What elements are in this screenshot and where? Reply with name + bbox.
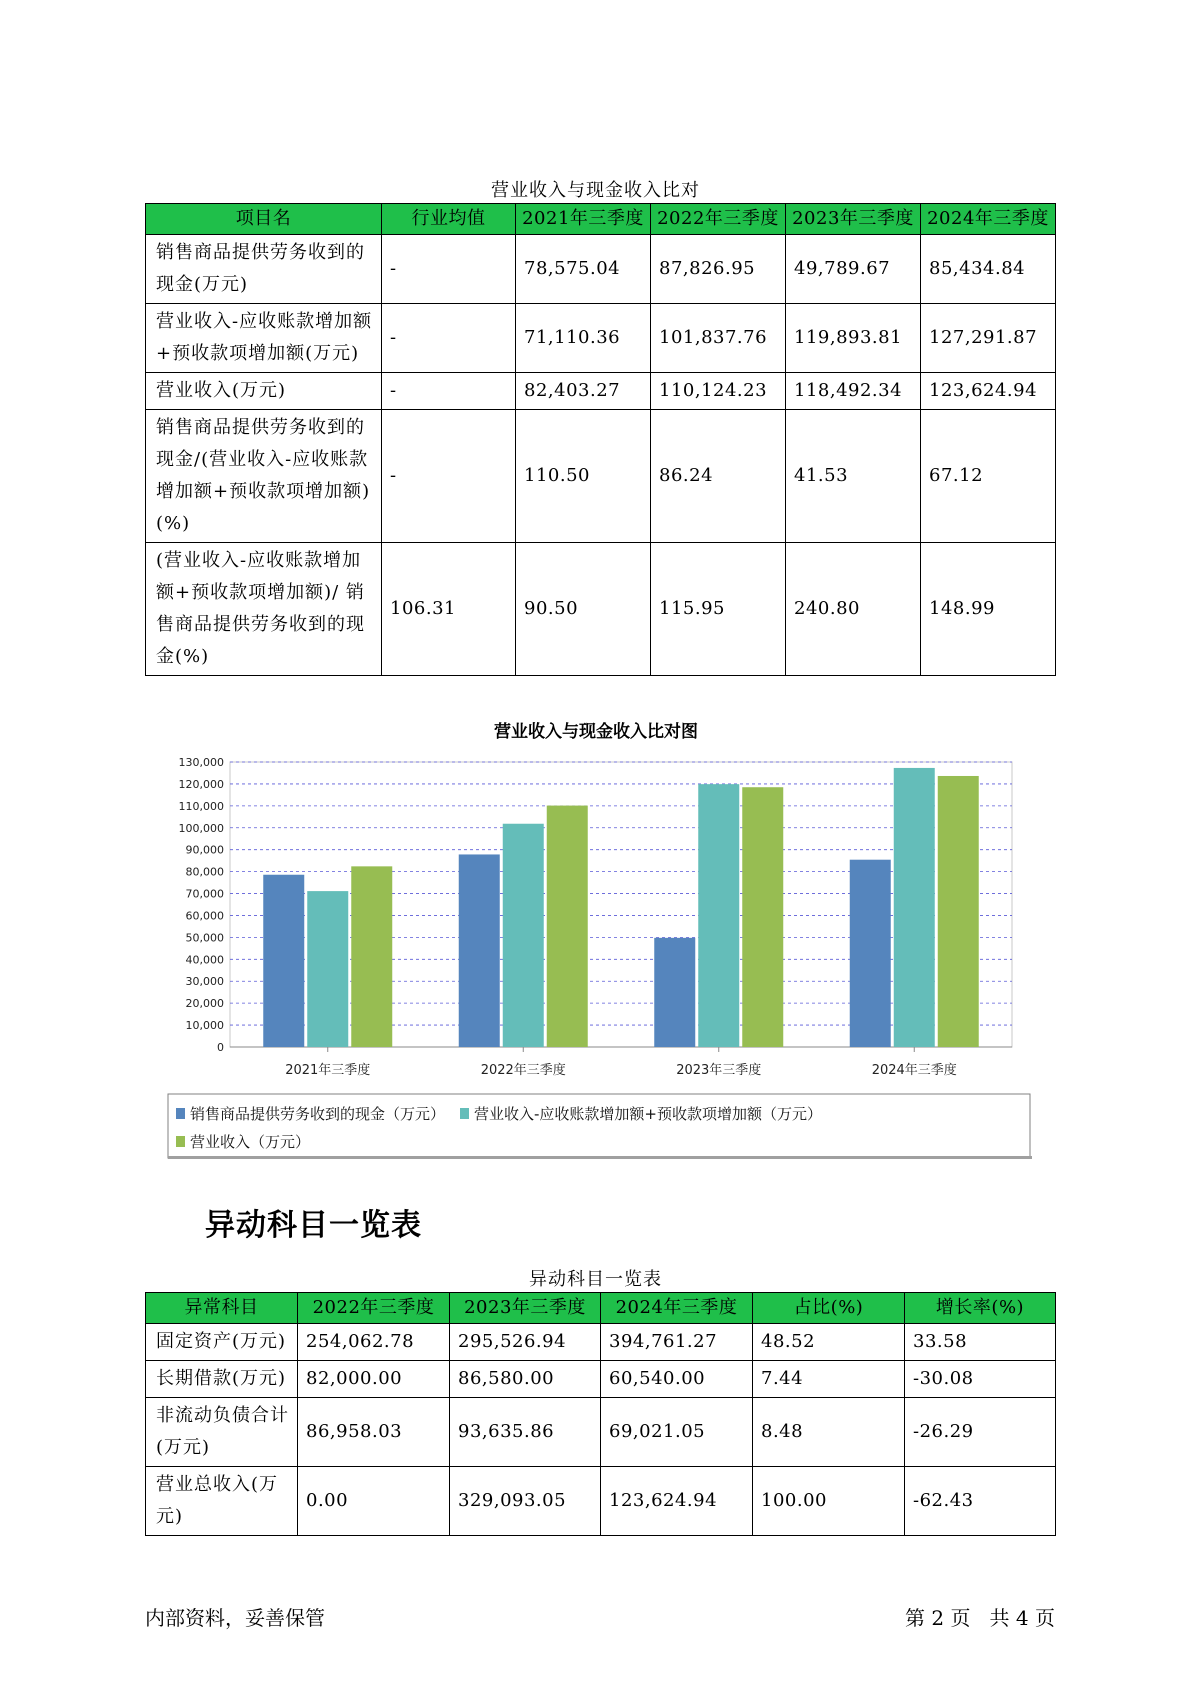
- bar: [938, 776, 979, 1047]
- footer-note: 内部资料，妥善保管: [145, 1606, 325, 1630]
- cell-value: 0.00: [298, 1467, 450, 1536]
- cell-value: 41.53: [786, 410, 921, 543]
- table-row: [146, 235, 1056, 304]
- table1-header-2024q3: 2024年三季度: [921, 204, 1056, 235]
- bar: [459, 854, 500, 1047]
- y-axis-ticks: [179, 756, 225, 1054]
- cell-value: 127,291.87: [921, 304, 1056, 373]
- table1-header-row: [146, 204, 1056, 235]
- bar: [698, 784, 739, 1047]
- abnormal-items-table: [145, 1292, 1056, 1536]
- bar: [307, 891, 348, 1047]
- bar: [351, 866, 392, 1047]
- table2-header-2024q3: 2024年三季度: [601, 1293, 753, 1324]
- cell-value: 82,000.00: [298, 1361, 450, 1398]
- y-tick-label: 130,000: [178, 756, 224, 769]
- cell-value: 295,526.94: [450, 1324, 601, 1361]
- cell-value: 60,540.00: [601, 1361, 753, 1398]
- row-label: (营业收入-应收账款增加额+预收款项增加额)/ 销售商品提供劳务收到的现金(%): [146, 543, 382, 676]
- cell-value: 110,124.23: [651, 373, 786, 410]
- cell-value: -26.29: [905, 1398, 1056, 1467]
- x-axis-ticks: [285, 1047, 957, 1078]
- bar: [654, 938, 695, 1047]
- y-tick-label: 60,000: [185, 909, 224, 923]
- y-tick-label: 0: [217, 1041, 224, 1054]
- cell-value: -: [382, 304, 516, 373]
- chart-title: 营业收入与现金收入比对图: [494, 722, 698, 742]
- bar: [894, 768, 935, 1047]
- y-tick-label: 120,000: [178, 777, 224, 791]
- table-row: [146, 543, 1056, 676]
- cell-value: 48.52: [753, 1324, 905, 1361]
- cell-value: 110.50: [516, 410, 651, 543]
- legend-shadow: [168, 1156, 1032, 1159]
- table1-header-2022q3: 2022年三季度: [651, 204, 786, 235]
- row-label: 长期借款(万元): [146, 1361, 298, 1398]
- y-tick-label: 80,000: [185, 865, 224, 879]
- y-tick-label: 10,000: [185, 1019, 224, 1033]
- table-row: [146, 410, 1056, 543]
- y-tick-label: 30,000: [185, 975, 224, 989]
- cell-value: 85,434.84: [921, 235, 1056, 304]
- legend-swatch: [176, 1108, 185, 1119]
- row-label: 销售商品提供劳务收到的现金/(营业收入-应收账款增加额+预收款项增加额)(%): [146, 410, 382, 543]
- page-number: 第 2 页 共 4 页: [905, 1606, 1055, 1630]
- table1-caption: 营业收入与现金收入比对: [491, 180, 700, 201]
- table-row: [146, 1361, 1056, 1398]
- bar: [850, 860, 891, 1047]
- cell-value: -: [382, 410, 516, 543]
- table1-header-2021q3: 2021年三季度: [516, 204, 651, 235]
- x-tick-label: 2024年三季度: [871, 1063, 957, 1078]
- cell-value: 67.12: [921, 410, 1056, 543]
- cell-value: 118,492.34: [786, 373, 921, 410]
- cell-value: 100.00: [753, 1467, 905, 1536]
- table2-header-item: 异常科目: [146, 1293, 298, 1324]
- cell-value: 93,635.86: [450, 1398, 601, 1467]
- table2-header-growth: 增长率(%): [905, 1293, 1056, 1324]
- cell-value: 394,761.27: [601, 1324, 753, 1361]
- cell-value: 123,624.94: [601, 1467, 753, 1536]
- row-label: 非流动负债合计(万元): [146, 1398, 298, 1467]
- bar: [547, 806, 588, 1047]
- revenue-cash-table: [145, 203, 1056, 676]
- cell-value: 119,893.81: [786, 304, 921, 373]
- y-tick-label: 70,000: [185, 887, 224, 901]
- bar: [742, 787, 783, 1047]
- table2-header-2022q3: 2022年三季度: [298, 1293, 450, 1324]
- y-tick-label: 40,000: [185, 953, 224, 967]
- legend-label: 销售商品提供劳务收到的现金（万元）: [190, 1105, 446, 1123]
- cell-value: -62.43: [905, 1467, 1056, 1536]
- chart-svg: [160, 714, 1032, 1164]
- cell-value: 101,837.76: [651, 304, 786, 373]
- cell-value: 254,062.78: [298, 1324, 450, 1361]
- cell-value: 87,826.95: [651, 235, 786, 304]
- bar: [503, 824, 544, 1047]
- cell-value: 86,580.00: [450, 1361, 601, 1398]
- cell-value: -: [382, 235, 516, 304]
- cell-value: 49,789.67: [786, 235, 921, 304]
- table2-header-row: [146, 1293, 1056, 1324]
- cell-value: 90.50: [516, 543, 651, 676]
- table1-header-2023q3: 2023年三季度: [786, 204, 921, 235]
- legend-label: 营业收入-应收账款增加额+预收款项增加额（万元）: [474, 1105, 822, 1123]
- y-tick-label: 110,000: [178, 799, 224, 813]
- row-label: 营业收入(万元): [146, 373, 382, 410]
- table2-header-share: 占比(%): [753, 1293, 905, 1324]
- table-row: [146, 373, 1056, 410]
- bar: [263, 875, 304, 1047]
- table-row: [146, 1398, 1056, 1467]
- y-tick-label: 100,000: [178, 821, 224, 835]
- legend-swatch: [460, 1108, 469, 1119]
- x-tick-label: 2023年三季度: [676, 1063, 762, 1078]
- x-tick-label: 2021年三季度: [285, 1063, 371, 1078]
- y-tick-label: 90,000: [185, 843, 224, 857]
- y-tick-label: 20,000: [185, 997, 224, 1011]
- cell-value: 123,624.94: [921, 373, 1056, 410]
- row-label: 销售商品提供劳务收到的现金(万元): [146, 235, 382, 304]
- row-label: 固定资产(万元): [146, 1324, 298, 1361]
- cell-value: 71,110.36: [516, 304, 651, 373]
- cell-value: 115.95: [651, 543, 786, 676]
- table2-caption: 异动科目一览表: [529, 1269, 662, 1290]
- cell-value: 86,958.03: [298, 1398, 450, 1467]
- y-tick-label: 50,000: [185, 931, 224, 945]
- revenue-cash-chart: [160, 714, 1032, 1164]
- legend-swatch: [176, 1136, 185, 1147]
- cell-value: 148.99: [921, 543, 1056, 676]
- cell-value: 240.80: [786, 543, 921, 676]
- section-title: 异动科目一览表: [205, 1208, 422, 1243]
- cell-value: -: [382, 373, 516, 410]
- row-label: 营业收入-应收账款增加额+预收款项增加额(万元): [146, 304, 382, 373]
- cell-value: 69,021.05: [601, 1398, 753, 1467]
- cell-value: 106.31: [382, 543, 516, 676]
- cell-value: 8.48: [753, 1398, 905, 1467]
- cell-value: 7.44: [753, 1361, 905, 1398]
- cell-value: 329,093.05: [450, 1467, 601, 1536]
- table1-header-item: 项目名: [146, 204, 382, 235]
- cell-value: 86.24: [651, 410, 786, 543]
- cell-value: 78,575.04: [516, 235, 651, 304]
- x-tick-label: 2022年三季度: [480, 1063, 566, 1078]
- row-label: 营业总收入(万元): [146, 1467, 298, 1536]
- cell-value: -30.08: [905, 1361, 1056, 1398]
- legend-label: 营业收入（万元）: [190, 1133, 311, 1151]
- cell-value: 82,403.27: [516, 373, 651, 410]
- cell-value: 33.58: [905, 1324, 1056, 1361]
- table1-header-industry-avg: 行业均值: [382, 204, 516, 235]
- table-row: [146, 1467, 1056, 1536]
- table-row: [146, 1324, 1056, 1361]
- table-row: [146, 304, 1056, 373]
- table2-header-2023q3: 2023年三季度: [450, 1293, 601, 1324]
